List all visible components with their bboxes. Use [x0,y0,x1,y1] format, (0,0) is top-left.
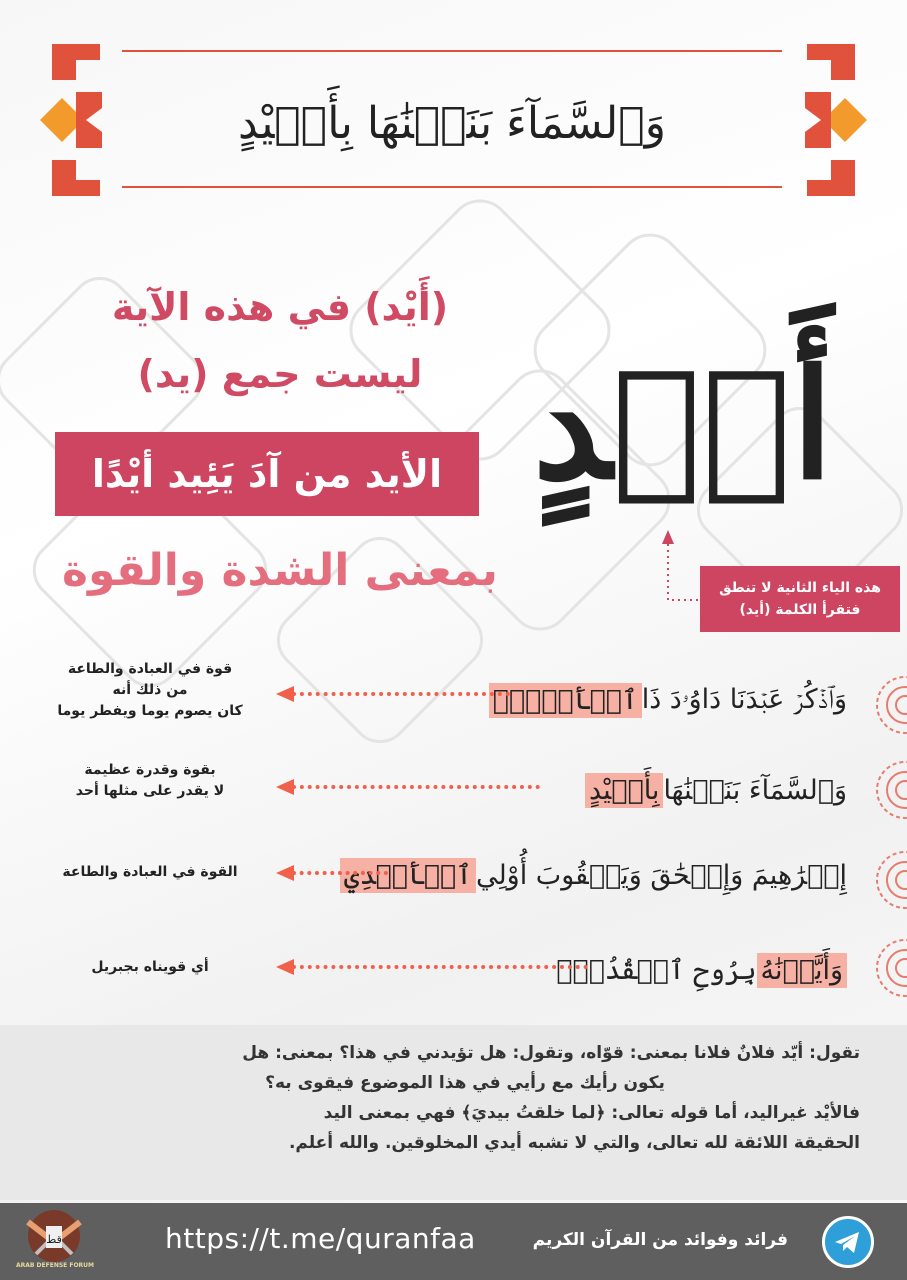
definition-banner: الأيد من آدَ يَئِيد أيْدًا [55,432,479,516]
arrow-line [292,871,388,875]
logo-text: ARAB DEFENSE FORUM [15,1262,95,1269]
arrow-line [292,692,510,696]
verse-text: وَٱلسَّمَآءَ بَنَيۡنَٰهَا [663,774,847,806]
header-bottom-rule [122,186,782,188]
explanation-line: كان يصوم يوما ويفطر يوما [57,703,243,719]
example-row [0,661,907,735]
bottom-line-2: يكون رأيك مع رأيي في هذا الموضوع فيقوى به؟ [265,1073,665,1093]
telegram-icon[interactable] [822,1216,874,1268]
example-row [0,840,907,910]
heading-line-2: ليست جمع (يد) [137,352,423,396]
channel-link[interactable]: https://t.me/quranfaa [165,1222,476,1255]
logo-letter: قط [46,1233,62,1246]
example-explanation [20,760,280,802]
meaning-text: بمعنى الشدة والقوة [62,545,498,596]
explanation-line: قوة في العبادة والطاعة [67,661,233,677]
featured-word: أَيۡدٍ [532,337,834,513]
arrow-line [292,785,540,789]
verse-highlight: بِأَيۡيْدٍ [585,773,663,808]
header-top-rule [122,50,782,52]
verse-text: إِبۡرَٰهِيمَ وَإِسۡحَٰقَ وَيَعۡقُوبَ أُوْلِي [475,859,847,891]
example-row [0,935,907,1005]
header-verse: وَٱلسَّمَآءَ بَنَيۡنَٰهَا بِأَيۡيْدٍ [238,97,666,149]
example-explanation [20,862,280,883]
explanation-line: أي قويناه بجبريل [91,959,209,975]
bottom-line-3: فالأيْد غيراليد، أما قوله تعالى: ﴿لما خلقتُ بيديَ﴾ فهي بمعنى اليد [323,1103,860,1123]
example-explanation [20,957,280,978]
arrow-line [292,965,588,969]
note-line-2: فتقرأ الكلمة (أيد) [739,602,861,618]
verse-highlight: ٱلۡأَيۡدِي [340,858,476,893]
heading-line-1: (أَيْد) في هذه الآية [111,285,449,329]
verse-highlight: وَأَيَّدۡنَٰهُ [757,953,847,988]
explanation-line: لا يقدر على مثلها أحد [75,783,225,799]
bottom-line-4: الحقيقة اللائقة لله تعالى، والتي لا تشبه أيدي المخلوقين. والله أعلم. [288,1133,860,1153]
bottom-line-1: تقول: أيّد فلانٌ فلانا بمعنى: قوّاه، وتقول: هل تؤيدني في هذا؟ بمعنى: هل [242,1043,860,1063]
explanation-line: بقوة وقدرة عظيمة [84,762,216,778]
example-verse [489,670,847,730]
pronunciation-note [700,566,900,632]
explanation-line: من ذلك أنه [112,682,188,698]
example-row [0,755,907,825]
bottom-explanation [70,1038,860,1158]
example-verse [556,940,847,1000]
example-verse [585,760,847,820]
verse-highlight: ٱلۡأَيۡدِۖ [489,683,642,718]
verse-text: بِرُوحِ ٱلۡقُدُسِۗ [556,954,757,986]
example-verse [340,845,847,905]
verse-text: وَٱذۡكُرۡ عَبۡدَنَا دَاوُۥدَ ذَا [641,684,847,715]
example-explanation [20,659,280,722]
explanation-line: القوة في العبادة والطاعة [62,864,238,880]
channel-name: فرائد وفوائد من القرآن الكريم [532,1230,788,1250]
note-line-1: هذه الياء الثانية لا تنطق [719,580,881,596]
